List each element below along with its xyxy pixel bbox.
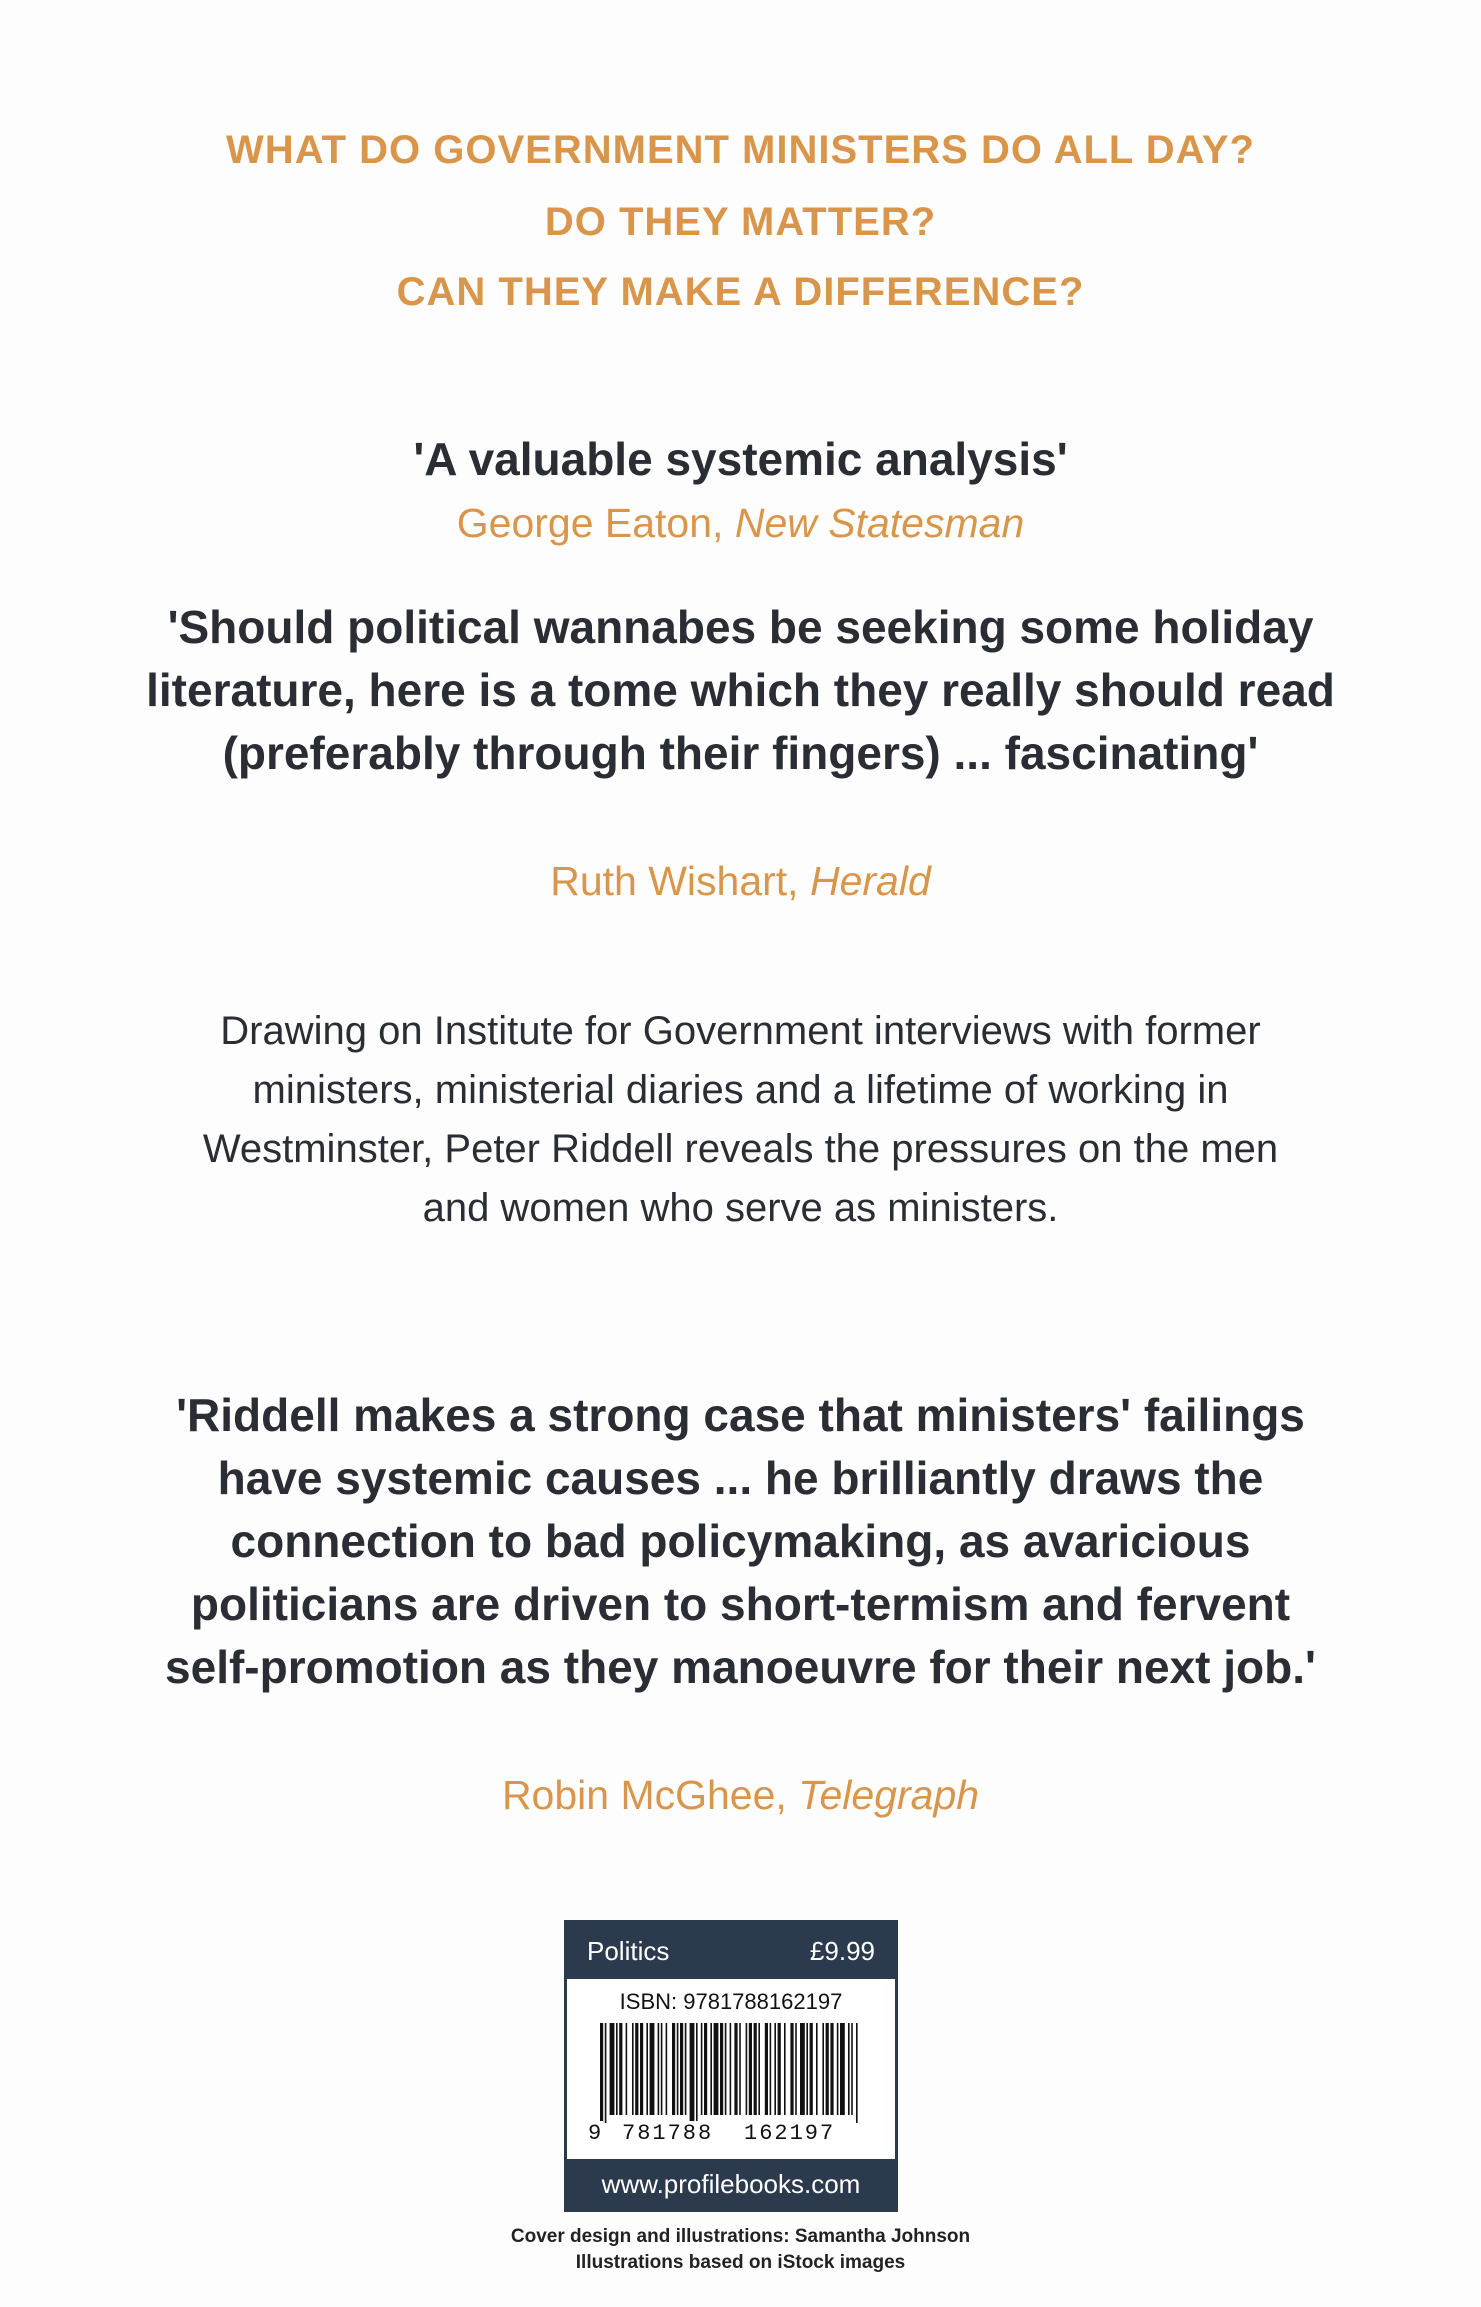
barcode-bar — [806, 2023, 808, 2115]
cover-credit: Cover design and illustrations: Samantha Johnson — [510, 2226, 971, 2247]
review-source-1: New Statesman — [734, 500, 1025, 546]
review-author-1: George Eaton, — [456, 500, 724, 546]
barcode-bar — [666, 2023, 668, 2115]
barcode-bar — [704, 2023, 707, 2115]
barcode-bar — [851, 2023, 853, 2115]
barcode-bar — [840, 2023, 845, 2115]
barcode-bar — [600, 2023, 603, 2123]
review-source-2: Herald — [809, 858, 931, 904]
barcode-bar — [734, 2023, 737, 2115]
review-quote-2: 'Should political wannabes be seeking some holiday literature, here is a tome which they really should read (preferably through their fingers) ... fascinating' — [146, 601, 1335, 779]
barcode-bar — [826, 2023, 829, 2115]
barcode-digit-lead: 9 — [588, 2121, 602, 2146]
barcode-bar — [837, 2023, 839, 2115]
book-blurb: Drawing on Institute for Government interviews with former ministers, ministerial diaries and a lifetime of working in Westminster, Peter Riddell reveals the pressures on the men and women who serve as ministers. — [202, 1009, 1279, 1230]
barcode-panel — [564, 1920, 898, 2212]
barcode-bar — [800, 2023, 805, 2115]
barcode-bar — [680, 2023, 683, 2115]
barcode-bar — [690, 2023, 695, 2123]
barcode-bar — [696, 2023, 698, 2123]
review-author-3: Robin McGhee, — [501, 1772, 787, 1818]
barcode-bar — [770, 2023, 772, 2115]
barcode-bar — [725, 2023, 727, 2115]
review-author-2: Ruth Wishart, — [550, 858, 799, 904]
headline-question-3: CAN THEY MAKE A DIFFERENCE? — [396, 270, 1085, 314]
review-attribution-2 — [140, 858, 1341, 905]
barcode-bar — [784, 2023, 786, 2115]
barcode-bar — [701, 2023, 703, 2115]
barcode-bar — [754, 2023, 757, 2115]
review-source-3: Telegraph — [798, 1772, 980, 1818]
barcode-digit-group-2: 162197 — [744, 2121, 836, 2146]
barcode-bar — [605, 2023, 607, 2123]
review-attribution-3 — [140, 1772, 1341, 1819]
review-attribution-1 — [140, 500, 1341, 547]
barcode-bar — [632, 2023, 634, 2115]
barcode-header — [567, 1923, 895, 1979]
barcode-bar — [822, 2023, 824, 2115]
barcode-bar — [640, 2023, 643, 2115]
barcode-bar — [616, 2023, 618, 2115]
book-price: £9.99 — [809, 1935, 875, 1966]
barcode-bar — [758, 2023, 760, 2115]
barcode-bar — [765, 2023, 768, 2115]
book-category: Politics — [587, 1935, 670, 1966]
barcode-bar — [626, 2023, 628, 2115]
barcode-bar — [774, 2023, 776, 2115]
barcode-bar — [658, 2023, 660, 2115]
barcode-bar — [830, 2023, 833, 2115]
barcode-bar — [610, 2023, 615, 2115]
illustration-credit: Illustrations based on iStock images — [575, 2252, 906, 2273]
barcode — [588, 2023, 866, 2153]
review-quote-3: 'Riddell makes a strong case that ministers' failings have systemic causes ... he brilliantly draws the connection to bad policymaking, as avaricious politicians are driven to short-termism and fervent self-promotion as they manoeuvre for their next job.' — [165, 1389, 1316, 1693]
barcode-bar — [714, 2023, 719, 2115]
barcode-bar — [816, 2023, 818, 2115]
barcode-bar — [635, 2023, 638, 2115]
barcode-bar — [730, 2023, 732, 2115]
barcode-bar — [790, 2023, 793, 2115]
barcode-bar — [746, 2023, 748, 2115]
barcode-bar — [778, 2023, 781, 2115]
barcode-bars — [596, 2023, 866, 2123]
barcode-bar — [710, 2023, 712, 2115]
barcode-bar — [795, 2023, 797, 2115]
barcode-bar — [646, 2023, 648, 2115]
publisher-website: www.profilebooks.com — [567, 2159, 895, 2209]
barcode-bar — [685, 2023, 687, 2115]
barcode-bar — [749, 2023, 752, 2115]
barcode-bar — [856, 2023, 858, 2123]
barcode-bar — [650, 2023, 655, 2115]
barcode-bar — [848, 2023, 850, 2115]
barcode-bar — [739, 2023, 741, 2115]
headline-question-2: DO THEY MATTER? — [544, 200, 937, 244]
headline-question-1: WHAT DO GOVERNMENT MINISTERS DO ALL DAY? — [226, 128, 1255, 172]
barcode-bar — [677, 2023, 679, 2115]
review-quote-1: 'A valuable systemic analysis' — [413, 433, 1068, 485]
barcode-bar — [720, 2023, 723, 2115]
barcode-bar — [661, 2023, 663, 2115]
isbn-label: ISBN: 9781788162197 — [619, 1989, 843, 2014]
barcode-bar — [619, 2023, 622, 2115]
barcode-bar — [810, 2023, 813, 2115]
barcode-bar — [672, 2023, 675, 2115]
barcode-digit-group-1: 781788 — [622, 2121, 714, 2146]
